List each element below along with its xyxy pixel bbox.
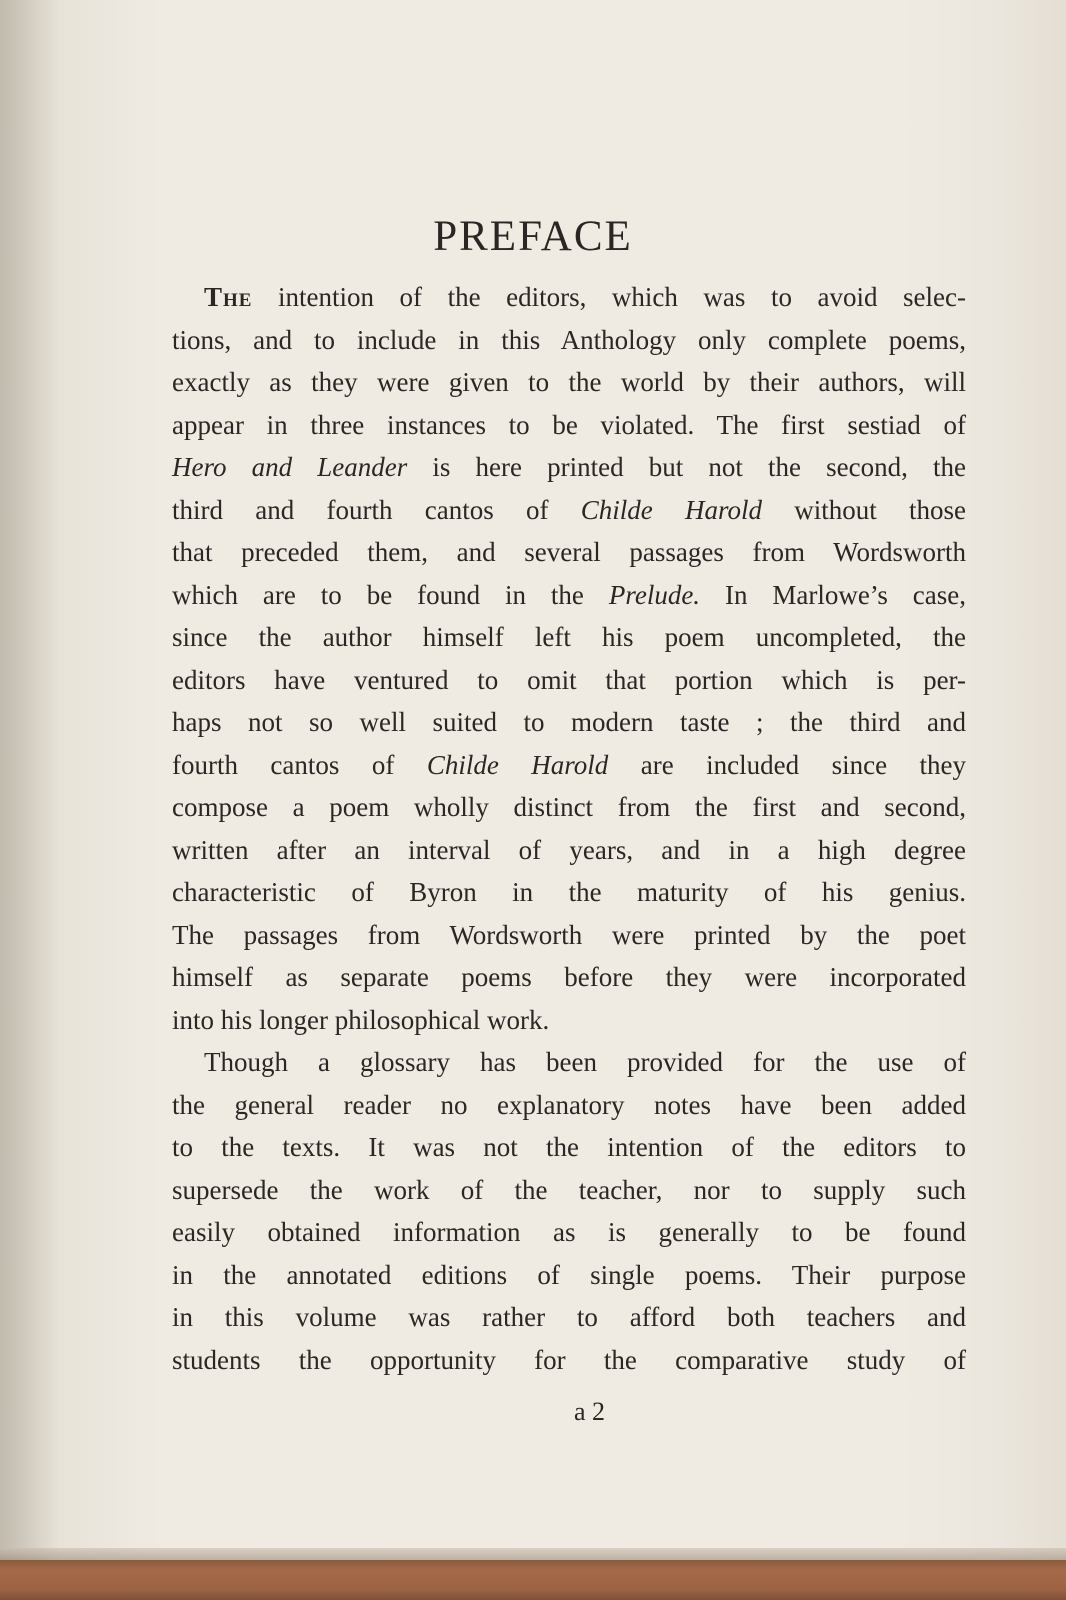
- text-line: himself as separate poems before they were incorporated: [172, 962, 966, 992]
- text-line: in the annotated editions of single poems. Their purpose: [172, 1259, 966, 1290]
- italic-title: Childe Harold: [580, 494, 762, 525]
- preface-body: [172, 276, 966, 1381]
- text-line: The intention of the editors, which was to avoid selec-: [204, 282, 966, 312]
- text-line: the general reader no explanatory notes have been added: [172, 1089, 966, 1120]
- text-line: supersede the work of the teacher, nor to supply such: [172, 1174, 966, 1205]
- drop-word: The: [204, 282, 253, 312]
- text-line: haps not so well suited to modern taste ; the third and: [172, 707, 966, 737]
- page-title: PREFACE: [433, 213, 633, 260]
- text-line: which are to be found in the Prelude. In Marlowe’s case,: [172, 579, 966, 610]
- text-line: appear in three instances to be violated. The first sestiad of: [172, 409, 966, 440]
- text-line: characteristic of Byron in the maturity of his genius.: [172, 877, 966, 907]
- page-folio: a 2: [574, 1397, 606, 1426]
- paragraph-2: [172, 1041, 966, 1381]
- text-line: The passages from Wordsworth were printed by the poet: [172, 919, 966, 950]
- paragraph-1: [172, 276, 966, 1041]
- text-line: compose a poem wholly distinct from the first and second,: [172, 792, 966, 822]
- text-line: tions, and to include in this Anthology only complete poems,: [172, 324, 966, 355]
- text-line: that preceded them, and several passages from Wordsworth: [172, 537, 966, 567]
- text-line: in this volume was rather to afford both teachers and: [172, 1302, 966, 1332]
- text-line: to the texts. It was not the intention of the editors to: [172, 1132, 966, 1162]
- book-cover-edge: [0, 1560, 1066, 1600]
- text-line: Hero and Leander is here printed but not the second, the: [172, 452, 966, 482]
- text-line: exactly as they were given to the world by their authors, will: [172, 367, 966, 397]
- page-edge: [0, 1548, 1066, 1560]
- text-line: into his longer philosophical work.: [172, 1004, 550, 1035]
- text-line: Though a glossary has been provided for the use of: [204, 1047, 966, 1077]
- italic-title: Prelude.: [608, 579, 701, 610]
- text-line: editors have ventured to omit that portion which is per-: [172, 664, 966, 695]
- text-line: easily obtained information as is generally to be found: [172, 1217, 966, 1247]
- italic-title: Hero and Leander: [172, 452, 408, 482]
- text-line: since the author himself left his poem uncompleted, the: [172, 622, 966, 652]
- text-line: students the opportunity for the comparative study of: [172, 1344, 966, 1375]
- italic-title: Childe Harold: [426, 749, 609, 780]
- text-line: third and fourth cantos of Childe Harold without those: [172, 494, 966, 525]
- text-line: fourth cantos of Childe Harold are included since they: [172, 749, 966, 780]
- text-line: written after an interval of years, and in a high degree: [172, 834, 966, 865]
